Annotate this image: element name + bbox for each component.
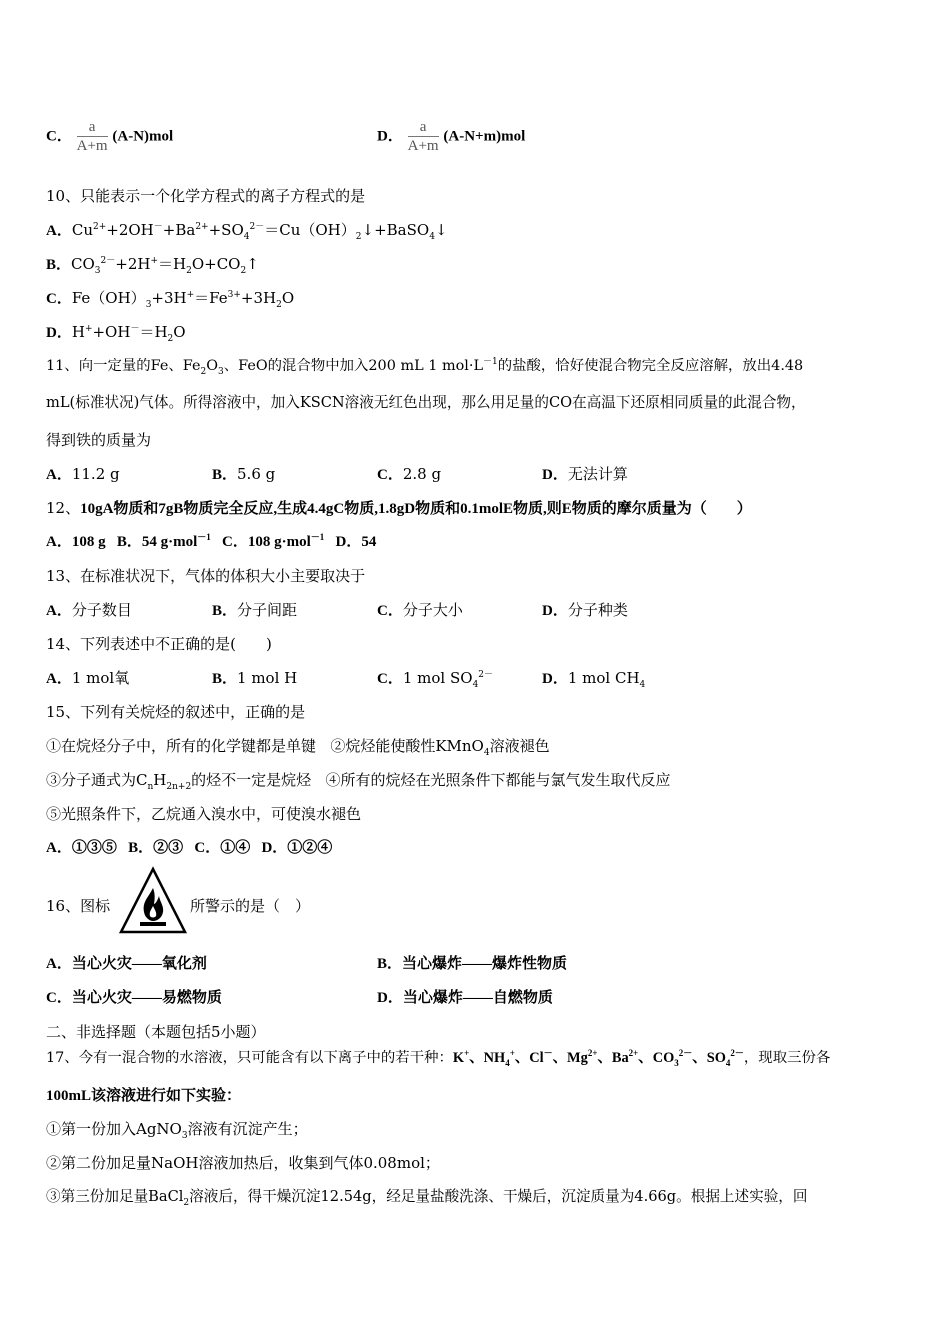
option-label: C． <box>46 128 72 145</box>
q11-option-b: B．5.6 g <box>212 465 276 483</box>
q14-option-d: D．1 mol $CH_4$ <box>542 669 646 690</box>
q13-option-a: A．分子数目 <box>46 601 132 619</box>
q11-option-d: D．无法计算 <box>542 465 628 483</box>
q16-option-b: B．当心爆炸——爆炸性物质 <box>377 956 568 972</box>
q11-stem-line1: 11、向一定量的Fe、$Fe_2O_3$、FeO的混合物中加入200 mL 1 $mol\cdot L^{-1}$的盐酸，恰好使混合物完全反应溶解，放出4.48 <box>46 357 804 377</box>
q11-stem-line2: mL(标准状况)气体。所得溶液中，加入KSCN溶液无红色出现，那么用足量的CO在高温下还原相同质量的此混合物， <box>46 394 806 411</box>
q11-stem-line3: 得到铁的质量为 <box>46 431 152 449</box>
q14-option-c: C．1 mol $SO_4^{2-}$ <box>377 669 494 690</box>
q15-statements-1-2: ①在烷烃分子中，所有的化学键都是单键 ②烷烃能使酸性KMnO$_4$溶液褪色 <box>46 737 550 758</box>
q17-stem-line1: 17、今有一混合物的水溶液，只可能含有以下离子中的若干种：K+、$NH_4^+$、Cl－、$Mg^{2+}$、$Ba^{2+}$、$CO_3^{2-}$、$SO_4^{2-}$，现取三份各 <box>46 1048 831 1068</box>
q14-option-b: B．1 mol H <box>212 669 298 687</box>
q10-option-a: A．$Cu^{2+}+2OH^-+Ba^{2+}+SO_4^{2-}=Cu(OH)_2↓+BaSO_4↓$ <box>46 221 448 242</box>
q17-experiment-1: ①第一份加入AgNO$_3$溶液有沉淀产生； <box>46 1120 308 1141</box>
q17-ions: K+、$NH_4^+$、Cl－、$Mg^{2+}$、$Ba^{2+}$、$CO_3^{2-}$、$SO_4^{2-}$ <box>452 1048 744 1068</box>
q15-stem: 15、下列有关烷烃的叙述中，正确的是 <box>46 703 306 721</box>
q13-stem: 13、在标准状况下，气体的体积大小主要取决于 <box>46 567 366 585</box>
q11-option-a: A．11.2 g <box>46 465 120 483</box>
q12-options: A．108 g B．54 g·mol$^{-1}$ C．108 g·mol$^{-1}$ D．54 <box>46 532 377 550</box>
q16-stem-post: 所警示的是（ ） <box>190 897 311 915</box>
q13-option-b: B．分子间距 <box>212 601 298 619</box>
q16-option-c: C．当心火灾——易燃物质 <box>46 990 222 1006</box>
q17-experiment-2: ②第二份加足量NaOH溶液加热后，收集到气体0.08mol； <box>46 1154 440 1172</box>
q10-stem: 10、只能表示一个化学方程式的离子方程式的是 <box>46 187 366 205</box>
q17-experiment-3: ③第三份加足量BaCl$_2$溶液后，得干燥沉淀12.54g，经足量盐酸洗涤、干燥后，沉淀质量为4.66g。根据上述实验，回 <box>46 1188 808 1208</box>
q14-option-a: A．1 mol氧 <box>46 669 130 687</box>
q15-statement-5: ⑤光照条件下，乙烷通入溴水中，可使溴水褪色 <box>46 805 362 823</box>
q16-option-d: D．当心爆炸——自燃物质 <box>377 990 553 1006</box>
q16-option-a: A．当心火灾——氧化剂 <box>46 956 207 972</box>
q15-statements-3-4: ③分子通式为$C_nH_{2n+2}$的烃不一定是烷烃 ④所有的烷烃在光照条件下都能与氯气发生取代反应 <box>46 771 671 792</box>
q16-stem-pre: 16、图标 <box>46 897 111 915</box>
fraction: $\frac{a}{A+m}$ <box>407 119 439 154</box>
q14-stem: 14、下列表述中不正确的是( ) <box>46 635 272 653</box>
q11-option-c: C．2.8 g <box>377 465 442 483</box>
q13-option-c: C．分子大小 <box>377 601 463 619</box>
q10-option-b: B．$CO_3^{2-}+2H^+=H_2O+CO_2↑$ <box>46 255 259 276</box>
q13-option-d: D．分子种类 <box>542 601 628 619</box>
q15-options: A．①③⑤ B．②③ C．①④ D．①②④ <box>46 840 333 856</box>
q10-option-d: D．$H^++OH^-=H_2O$ <box>46 323 186 344</box>
q17-stem-line2: 100mL该溶液进行如下实验： <box>46 1088 242 1104</box>
q12-stem: 12、10gA物质和7gB物质完全反应,生成4.4gC物质,1.8gD物质和0.1molE物质,则E物质的摩尔质量为（ ） <box>46 499 752 517</box>
fraction: $\frac{a}{A+m}$ <box>76 119 108 154</box>
flammable-hazard-icon <box>118 866 188 936</box>
q10-option-c: C．$Fe(OH)_3+3H^+=Fe^{3+}+3H_2O$ <box>46 289 295 310</box>
option-label: D． <box>377 128 403 145</box>
section-heading: 二、非选择题（本题包括5小题） <box>46 1023 266 1041</box>
q9-option-d: D． $\frac{a}{A+m}$ (A-N+m)mol <box>377 119 526 154</box>
q9-option-c: C． $\frac{a}{A+m}$ (A-N)mol <box>46 119 174 154</box>
